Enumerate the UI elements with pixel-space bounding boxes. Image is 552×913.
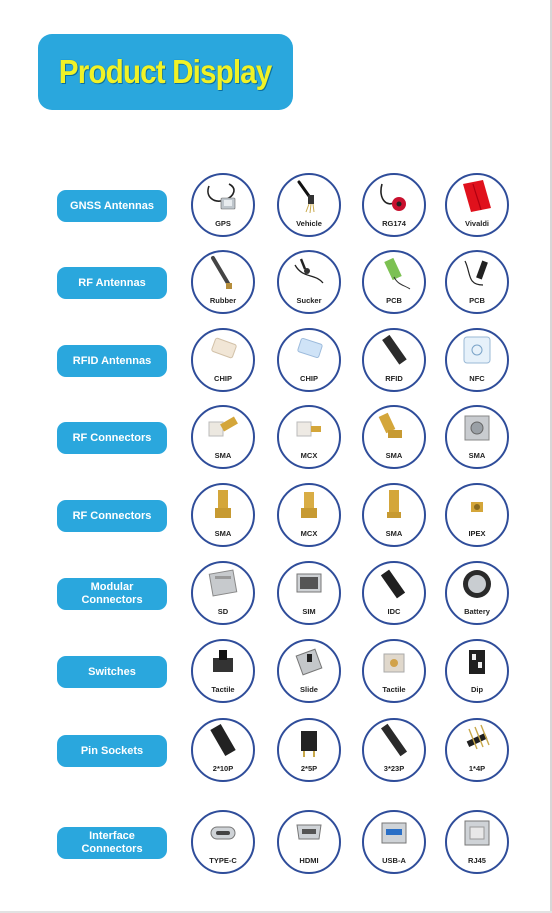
product-hdmi-connector[interactable]: HDMI <box>277 810 341 874</box>
product-gps-antenna[interactable]: GPS <box>191 173 255 237</box>
product-dip-switch[interactable]: Dip <box>445 639 509 703</box>
product-rfid-antenna[interactable]: RFID <box>362 328 426 392</box>
product-display-banner <box>38 34 293 110</box>
product-vivaldi-antenna[interactable]: Vivaldi <box>445 173 509 237</box>
pcb-antenna-icon <box>374 255 414 293</box>
category-row-interface-connectors <box>0 810 552 880</box>
chip-antenna-icon <box>203 333 243 371</box>
vehicle-antenna-icon <box>289 178 329 216</box>
category-row-rfid-antennas <box>0 328 552 398</box>
product-chip-antenna-2[interactable]: CHIP <box>277 328 341 392</box>
product-slide-switch[interactable]: Slide <box>277 639 341 703</box>
ipex-connector-icon <box>457 488 497 526</box>
product-pcb-antenna[interactable]: PCB <box>362 250 426 314</box>
sma-right-angle-icon <box>203 410 243 448</box>
sma-pcb-mount-icon <box>203 488 243 526</box>
product-mcx-connector[interactable]: MCX <box>277 405 341 469</box>
rg174-antenna-icon <box>374 178 414 216</box>
sim-card-socket-icon <box>289 566 329 604</box>
product-ipex-connector[interactable]: IPEX <box>445 483 509 547</box>
product-sd-connector[interactable]: SD <box>191 561 255 625</box>
product-nfc-antenna[interactable]: NFC <box>445 328 509 392</box>
type-c-connector-icon <box>203 815 243 853</box>
sma-flange-icon <box>457 410 497 448</box>
product-tactile-switch-2[interactable]: Tactile <box>362 639 426 703</box>
product-sma-connector-3[interactable]: SMA <box>445 405 509 469</box>
category-label[interactable]: RFID Antennas <box>57 345 167 377</box>
category-label[interactable]: Switches <box>57 656 167 688</box>
product-pin-socket-2x10[interactable]: 2*10P <box>191 718 255 782</box>
gps-antenna-icon <box>203 178 243 216</box>
sma-vertical-icon <box>374 488 414 526</box>
product-battery-holder[interactable]: Battery <box>445 561 509 625</box>
hdmi-connector-icon <box>289 815 329 853</box>
mcx-pcb-mount-icon <box>289 488 329 526</box>
mcx-connector-icon <box>289 410 329 448</box>
idc-connector-icon <box>374 566 414 604</box>
smd-tactile-switch-icon <box>374 644 414 682</box>
product-pin-header-1x4[interactable]: 1*4P <box>445 718 509 782</box>
product-sma-connector-4[interactable]: SMA <box>191 483 255 547</box>
nfc-antenna-icon <box>457 333 497 371</box>
product-rg174-antenna[interactable]: RG174 <box>362 173 426 237</box>
slide-switch-icon <box>289 644 329 682</box>
product-rj45-connector[interactable]: RJ45 <box>445 810 509 874</box>
category-label[interactable]: RF Connectors <box>57 500 167 532</box>
category-row-gnss-antennas <box>0 173 552 243</box>
product-sucker-antenna[interactable]: Sucker <box>277 250 341 314</box>
category-label[interactable]: GNSS Antennas <box>57 190 167 222</box>
category-label[interactable]: Modular Connectors <box>57 578 167 610</box>
product-vehicle-antenna[interactable]: Vehicle <box>277 173 341 237</box>
product-pin-header-3x23[interactable]: 3*23P <box>362 718 426 782</box>
product-tactile-switch[interactable]: Tactile <box>191 639 255 703</box>
pin-socket-2x10-icon <box>203 723 243 761</box>
product-sma-connector[interactable]: SMA <box>191 405 255 469</box>
sma-edge-mount-icon <box>374 410 414 448</box>
category-row-pin-sockets <box>0 718 552 788</box>
category-label[interactable]: Interface Connectors <box>57 827 167 859</box>
product-usb-a-connector[interactable]: USB-A <box>362 810 426 874</box>
product-rubber-antenna[interactable]: Rubber <box>191 250 255 314</box>
product-sim-connector[interactable]: SIM <box>277 561 341 625</box>
banner-title: Product Display <box>59 53 272 90</box>
pcb-antenna-cable-icon <box>457 255 497 293</box>
product-chip-antenna[interactable]: CHIP <box>191 328 255 392</box>
category-label[interactable]: RF Connectors <box>57 422 167 454</box>
battery-holder-icon <box>457 566 497 604</box>
category-label[interactable]: Pin Sockets <box>57 735 167 767</box>
product-mcx-connector-2[interactable]: MCX <box>277 483 341 547</box>
category-row-rf-connectors-2 <box>0 483 552 553</box>
vivaldi-antenna-icon <box>457 178 497 216</box>
product-pin-socket-2x5[interactable]: 2*5P <box>277 718 341 782</box>
rj45-connector-icon <box>457 815 497 853</box>
rfid-antenna-icon <box>374 333 414 371</box>
product-sma-connector-2[interactable]: SMA <box>362 405 426 469</box>
product-pcb-antenna-2[interactable]: PCB <box>445 250 509 314</box>
category-label[interactable]: RF Antennas <box>57 267 167 299</box>
pin-socket-2x5-icon <box>289 723 329 761</box>
dip-switch-icon <box>457 644 497 682</box>
product-type-c-connector[interactable]: TYPE-C <box>191 810 255 874</box>
sucker-antenna-icon <box>289 255 329 293</box>
category-row-modular-connectors <box>0 561 552 631</box>
category-row-rf-connectors-1 <box>0 405 552 475</box>
chip-antenna-blue-icon <box>289 333 329 371</box>
pin-header-1x4-icon <box>457 723 497 761</box>
category-row-rf-antennas <box>0 250 552 320</box>
rubber-antenna-icon <box>203 255 243 293</box>
usb-a-connector-icon <box>374 815 414 853</box>
product-idc-connector[interactable]: IDC <box>362 561 426 625</box>
pin-header-3x23-icon <box>374 723 414 761</box>
product-sma-connector-5[interactable]: SMA <box>362 483 426 547</box>
tactile-switch-icon <box>203 644 243 682</box>
sd-card-socket-icon <box>203 566 243 604</box>
category-row-switches <box>0 639 552 709</box>
